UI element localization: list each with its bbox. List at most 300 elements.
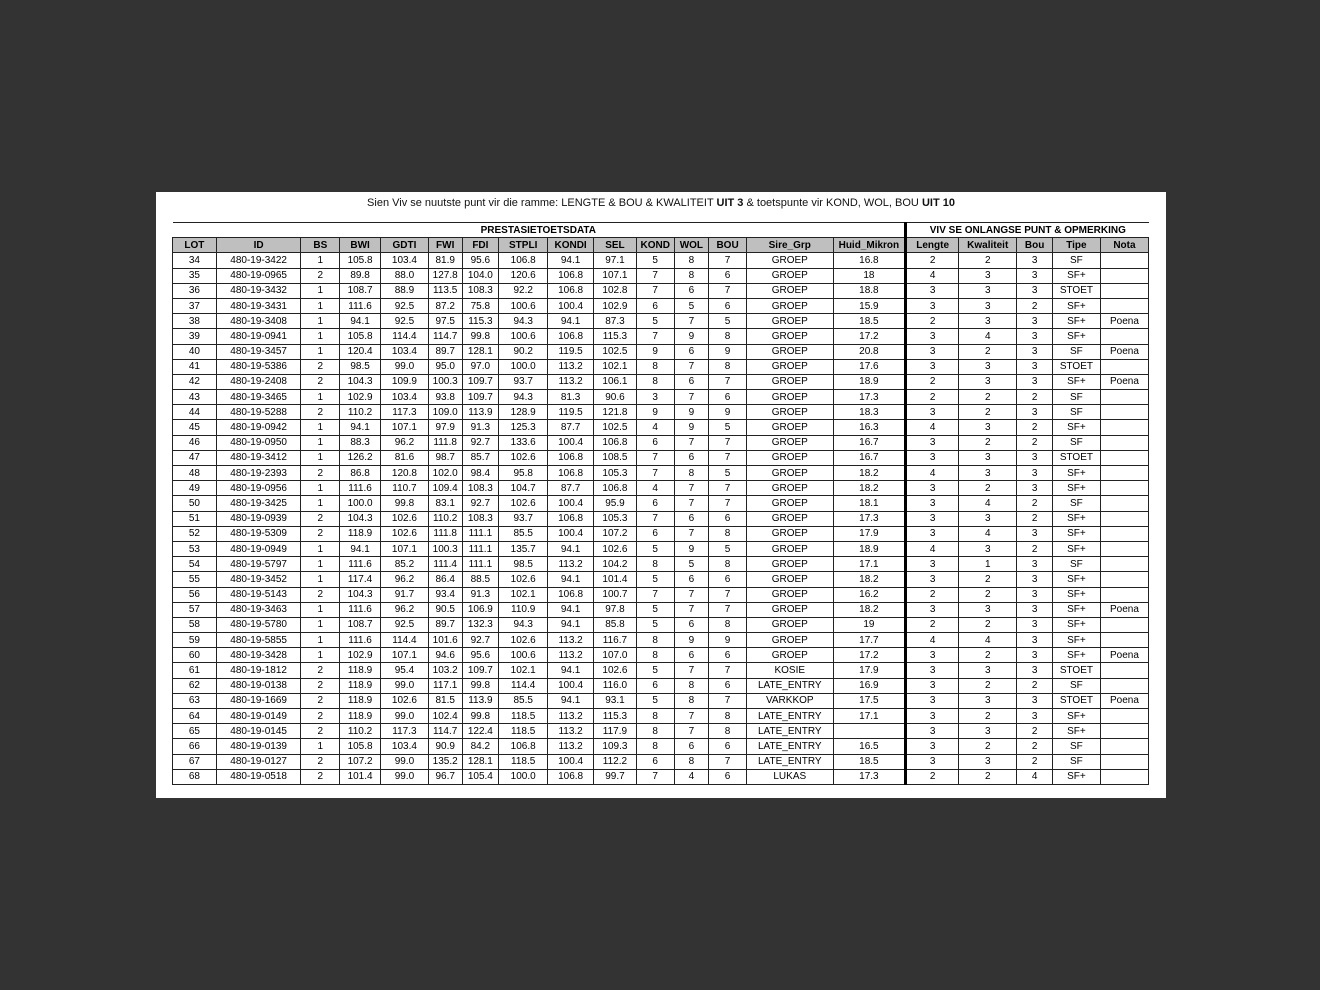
cell-gdti: 99.0 bbox=[380, 678, 428, 693]
cell-huid-mikron: 17.3 bbox=[833, 511, 906, 526]
cell-gdti: 99.0 bbox=[380, 754, 428, 769]
cell-bou: 2 bbox=[1017, 739, 1053, 754]
cell-sire-grp: GROEP bbox=[746, 511, 833, 526]
cell-gdti: 107.1 bbox=[380, 541, 428, 556]
cell-stpli: 100.6 bbox=[499, 648, 548, 663]
cell-stpli: 102.6 bbox=[499, 633, 548, 648]
cell-wol: 6 bbox=[674, 511, 709, 526]
cell-sel: 106.8 bbox=[594, 481, 637, 496]
cell-tipe: SF+ bbox=[1052, 466, 1100, 481]
cell-bou: 3 bbox=[1017, 557, 1053, 572]
cell-stpli: 92.2 bbox=[499, 283, 548, 298]
document-page bbox=[156, 192, 1166, 798]
cell-bs: 1 bbox=[301, 420, 340, 435]
table-row bbox=[173, 511, 1149, 526]
cell-sire-grp: GROEP bbox=[746, 435, 833, 450]
cell-kondi: 106.8 bbox=[548, 283, 594, 298]
cell-lengte: 3 bbox=[906, 405, 959, 420]
cell-kond: 5 bbox=[636, 314, 674, 329]
cell-kwaliteit: 3 bbox=[959, 283, 1017, 298]
cell-bou: 3 bbox=[1017, 374, 1053, 389]
cell-huid-mikron: 18.3 bbox=[833, 405, 906, 420]
cell-fdi: 108.3 bbox=[462, 481, 499, 496]
cell-lot: 35 bbox=[173, 268, 217, 283]
cell-stpli: 106.8 bbox=[499, 739, 548, 754]
cell-wol: 7 bbox=[674, 496, 709, 511]
cell-kwaliteit: 3 bbox=[959, 724, 1017, 739]
cell-lot: 38 bbox=[173, 314, 217, 329]
cell-tipe: SF+ bbox=[1052, 329, 1100, 344]
cell-fwi: 110.2 bbox=[428, 511, 462, 526]
cell-wol: 9 bbox=[674, 541, 709, 556]
cell-kwaliteit: 2 bbox=[959, 709, 1017, 724]
cell-id: 480-19-3465 bbox=[216, 390, 301, 405]
cell-tipe: SF+ bbox=[1052, 602, 1100, 617]
cell-sel: 105.3 bbox=[594, 466, 637, 481]
cell-lot: 36 bbox=[173, 283, 217, 298]
cell-sel: 121.8 bbox=[594, 405, 637, 420]
cell-gdti: 107.1 bbox=[380, 420, 428, 435]
table-row bbox=[173, 450, 1149, 465]
cell-tipe: SF+ bbox=[1052, 298, 1100, 313]
cell-stpli: 94.3 bbox=[499, 390, 548, 405]
cell-lot: 49 bbox=[173, 481, 217, 496]
cell-tipe: SF+ bbox=[1052, 587, 1100, 602]
cell-sire-grp: GROEP bbox=[746, 496, 833, 511]
table-row bbox=[173, 359, 1149, 374]
cell-fdi: 92.7 bbox=[462, 496, 499, 511]
cell-stpli: 100.6 bbox=[499, 329, 548, 344]
cell-tipe: SF bbox=[1052, 739, 1100, 754]
cell-lengte: 3 bbox=[906, 739, 959, 754]
cell-huid-mikron: 18.9 bbox=[833, 541, 906, 556]
cell-lot: 52 bbox=[173, 526, 217, 541]
cell-sire-grp: GROEP bbox=[746, 283, 833, 298]
cell-kondi: 100.4 bbox=[548, 754, 594, 769]
cell-lot: 46 bbox=[173, 435, 217, 450]
cell-lengte: 3 bbox=[906, 678, 959, 693]
cell-gdti: 96.2 bbox=[380, 435, 428, 450]
cell-bwi: 88.3 bbox=[340, 435, 381, 450]
column-header-wol: WOL bbox=[674, 238, 709, 253]
cell-bou: 2 bbox=[1017, 754, 1053, 769]
cell-kond: 8 bbox=[636, 724, 674, 739]
cell-kond: 8 bbox=[636, 557, 674, 572]
cell-bou: 3 bbox=[1017, 481, 1053, 496]
cell-bou: 7 bbox=[709, 496, 747, 511]
cell-stpli: 104.7 bbox=[499, 481, 548, 496]
cell-kwaliteit: 3 bbox=[959, 420, 1017, 435]
cell-bou: 6 bbox=[709, 572, 747, 587]
cell-stpli: 118.5 bbox=[499, 709, 548, 724]
cell-sire-grp: GROEP bbox=[746, 390, 833, 405]
cell-id: 480-19-5780 bbox=[216, 617, 301, 632]
cell-kond: 6 bbox=[636, 298, 674, 313]
cell-bs: 2 bbox=[301, 587, 340, 602]
cell-stpli: 118.5 bbox=[499, 754, 548, 769]
cell-fwi: 93.8 bbox=[428, 390, 462, 405]
cell-fwi: 100.3 bbox=[428, 541, 462, 556]
cell-fdi: 113.9 bbox=[462, 405, 499, 420]
cell-id: 480-19-0939 bbox=[216, 511, 301, 526]
cell-tipe: SF+ bbox=[1052, 314, 1100, 329]
cell-bwi: 107.2 bbox=[340, 754, 381, 769]
cell-kondi: 94.1 bbox=[548, 541, 594, 556]
cell-fdi: 108.3 bbox=[462, 511, 499, 526]
cell-sire-grp: GROEP bbox=[746, 298, 833, 313]
cell-gdti: 117.3 bbox=[380, 724, 428, 739]
cell-bou: 3 bbox=[1017, 344, 1053, 359]
cell-lengte: 4 bbox=[906, 541, 959, 556]
cell-bou: 3 bbox=[1017, 283, 1053, 298]
cell-sire-grp: GROEP bbox=[746, 602, 833, 617]
cell-kondi: 94.1 bbox=[548, 663, 594, 678]
cell-gdti: 91.7 bbox=[380, 587, 428, 602]
cell-tipe: SF+ bbox=[1052, 769, 1100, 784]
cell-bs: 2 bbox=[301, 754, 340, 769]
cell-kondi: 100.4 bbox=[548, 298, 594, 313]
cell-fwi: 87.2 bbox=[428, 298, 462, 313]
column-header-stpli: STPLI bbox=[499, 238, 548, 253]
cell-id: 480-19-5386 bbox=[216, 359, 301, 374]
cell-sire-grp: GROEP bbox=[746, 648, 833, 663]
cell-sire-grp: GROEP bbox=[746, 314, 833, 329]
cell-nota bbox=[1100, 253, 1148, 268]
cell-kwaliteit: 4 bbox=[959, 526, 1017, 541]
cell-tipe: SF bbox=[1052, 253, 1100, 268]
cell-lot: 43 bbox=[173, 390, 217, 405]
cell-kond: 9 bbox=[636, 344, 674, 359]
cell-bwi: 94.1 bbox=[340, 541, 381, 556]
cell-fwi: 90.5 bbox=[428, 602, 462, 617]
cell-nota bbox=[1100, 359, 1148, 374]
cell-fwi: 103.2 bbox=[428, 663, 462, 678]
cell-huid-mikron: 16.5 bbox=[833, 739, 906, 754]
cell-kondi: 94.1 bbox=[548, 572, 594, 587]
cell-lengte: 3 bbox=[906, 481, 959, 496]
cell-wol: 6 bbox=[674, 648, 709, 663]
cell-sel: 101.4 bbox=[594, 572, 637, 587]
cell-kond: 4 bbox=[636, 481, 674, 496]
cell-sel: 106.8 bbox=[594, 435, 637, 450]
cell-wol: 8 bbox=[674, 268, 709, 283]
cell-bwi: 118.9 bbox=[340, 693, 381, 708]
cell-nota bbox=[1100, 481, 1148, 496]
cell-wol: 4 bbox=[674, 769, 709, 784]
cell-kwaliteit: 3 bbox=[959, 754, 1017, 769]
cell-id: 480-19-0950 bbox=[216, 435, 301, 450]
cell-nota bbox=[1100, 587, 1148, 602]
cell-bs: 1 bbox=[301, 344, 340, 359]
cell-fwi: 94.6 bbox=[428, 648, 462, 663]
cell-kwaliteit: 3 bbox=[959, 450, 1017, 465]
cell-wol: 9 bbox=[674, 420, 709, 435]
cell-bwi: 118.9 bbox=[340, 678, 381, 693]
cell-fwi: 93.4 bbox=[428, 587, 462, 602]
cell-nota bbox=[1100, 420, 1148, 435]
cell-fdi: 75.8 bbox=[462, 298, 499, 313]
cell-bwi: 111.6 bbox=[340, 602, 381, 617]
column-header-kondi: KONDI bbox=[548, 238, 594, 253]
column-header-fdi: FDI bbox=[462, 238, 499, 253]
cell-sel: 102.9 bbox=[594, 298, 637, 313]
cell-nota: Poena bbox=[1100, 344, 1148, 359]
cell-kondi: 106.8 bbox=[548, 769, 594, 784]
cell-bou: 2 bbox=[1017, 390, 1053, 405]
cell-huid-mikron: 18.5 bbox=[833, 754, 906, 769]
cell-bou: 3 bbox=[1017, 587, 1053, 602]
cell-fwi: 83.1 bbox=[428, 496, 462, 511]
cell-fwi: 109.4 bbox=[428, 481, 462, 496]
cell-bs: 2 bbox=[301, 769, 340, 784]
cell-id: 480-19-3457 bbox=[216, 344, 301, 359]
cell-bwi: 86.8 bbox=[340, 466, 381, 481]
results-table bbox=[172, 222, 1149, 785]
cell-kondi: 113.2 bbox=[548, 374, 594, 389]
cell-lengte: 3 bbox=[906, 298, 959, 313]
cell-nota bbox=[1100, 572, 1148, 587]
cell-kondi: 106.8 bbox=[548, 587, 594, 602]
cell-bs: 1 bbox=[301, 557, 340, 572]
cell-id: 480-19-0138 bbox=[216, 678, 301, 693]
cell-tipe: STOET bbox=[1052, 283, 1100, 298]
cell-sel: 102.6 bbox=[594, 541, 637, 556]
cell-bwi: 118.9 bbox=[340, 663, 381, 678]
cell-id: 480-19-3422 bbox=[216, 253, 301, 268]
cell-lengte: 4 bbox=[906, 466, 959, 481]
cell-bou: 7 bbox=[709, 283, 747, 298]
cell-sire-grp: GROEP bbox=[746, 329, 833, 344]
cell-lot: 58 bbox=[173, 617, 217, 632]
table-row bbox=[173, 541, 1149, 556]
cell-wol: 8 bbox=[674, 466, 709, 481]
cell-huid-mikron: 15.9 bbox=[833, 298, 906, 313]
cell-sire-grp: GROEP bbox=[746, 253, 833, 268]
cell-kwaliteit: 2 bbox=[959, 617, 1017, 632]
cell-lot: 66 bbox=[173, 739, 217, 754]
cell-kwaliteit: 3 bbox=[959, 602, 1017, 617]
cell-huid-mikron: 16.8 bbox=[833, 253, 906, 268]
cell-gdti: 120.8 bbox=[380, 466, 428, 481]
cell-sire-grp: GROEP bbox=[746, 617, 833, 632]
cell-sire-grp: LATE_ENTRY bbox=[746, 724, 833, 739]
cell-tipe: SF bbox=[1052, 557, 1100, 572]
cell-gdti: 99.0 bbox=[380, 709, 428, 724]
cell-kondi: 100.4 bbox=[548, 526, 594, 541]
cell-fdi: 111.1 bbox=[462, 557, 499, 572]
cell-huid-mikron: 17.1 bbox=[833, 557, 906, 572]
cell-fdi: 95.6 bbox=[462, 648, 499, 663]
cell-bou: 7 bbox=[709, 450, 747, 465]
cell-sire-grp: LATE_ENTRY bbox=[746, 739, 833, 754]
cell-bs: 1 bbox=[301, 541, 340, 556]
cell-lot: 53 bbox=[173, 541, 217, 556]
cell-wol: 7 bbox=[674, 435, 709, 450]
cell-bwi: 111.6 bbox=[340, 633, 381, 648]
cell-bs: 2 bbox=[301, 268, 340, 283]
cell-fwi: 135.2 bbox=[428, 754, 462, 769]
cell-sel: 107.1 bbox=[594, 268, 637, 283]
cell-kwaliteit: 2 bbox=[959, 344, 1017, 359]
cell-gdti: 110.7 bbox=[380, 481, 428, 496]
cell-bou: 8 bbox=[709, 359, 747, 374]
cell-fwi: 113.5 bbox=[428, 283, 462, 298]
cell-kond: 6 bbox=[636, 526, 674, 541]
table-row bbox=[173, 344, 1149, 359]
cell-lengte: 3 bbox=[906, 283, 959, 298]
cell-sel: 107.0 bbox=[594, 648, 637, 663]
cell-kond: 8 bbox=[636, 648, 674, 663]
cell-stpli: 114.4 bbox=[499, 678, 548, 693]
cell-kondi: 113.2 bbox=[548, 648, 594, 663]
column-header-gdti: GDTI bbox=[380, 238, 428, 253]
cell-nota bbox=[1100, 511, 1148, 526]
caption-text-2: & toetspunte vir KOND, WOL, BOU bbox=[743, 197, 922, 209]
cell-kond: 7 bbox=[636, 329, 674, 344]
cell-sire-grp: KOSIE bbox=[746, 663, 833, 678]
cell-gdti: 96.2 bbox=[380, 572, 428, 587]
cell-kond: 8 bbox=[636, 359, 674, 374]
cell-gdti: 103.4 bbox=[380, 253, 428, 268]
cell-bou: 6 bbox=[709, 739, 747, 754]
cell-gdti: 114.4 bbox=[380, 329, 428, 344]
cell-gdti: 103.4 bbox=[380, 344, 428, 359]
cell-bwi: 94.1 bbox=[340, 420, 381, 435]
cell-bwi: 108.7 bbox=[340, 617, 381, 632]
cell-sire-grp: LUKAS bbox=[746, 769, 833, 784]
table-row bbox=[173, 298, 1149, 313]
caption-bold-1: UIT 3 bbox=[716, 197, 744, 209]
cell-wol: 8 bbox=[674, 253, 709, 268]
cell-bou: 7 bbox=[709, 253, 747, 268]
cell-kondi: 113.2 bbox=[548, 557, 594, 572]
cell-wol: 9 bbox=[674, 329, 709, 344]
cell-bou: 3 bbox=[1017, 602, 1053, 617]
cell-tipe: SF+ bbox=[1052, 541, 1100, 556]
column-header-lengte: Lengte bbox=[906, 238, 959, 253]
cell-sel: 85.8 bbox=[594, 617, 637, 632]
cell-lengte: 4 bbox=[906, 268, 959, 283]
cell-bou: 7 bbox=[709, 481, 747, 496]
cell-id: 480-19-3408 bbox=[216, 314, 301, 329]
cell-gdti: 102.6 bbox=[380, 526, 428, 541]
cell-id: 480-19-0942 bbox=[216, 420, 301, 435]
table-row bbox=[173, 283, 1149, 298]
cell-bou: 5 bbox=[709, 541, 747, 556]
cell-wol: 9 bbox=[674, 633, 709, 648]
column-header-huid-mikron: Huid_Mikron bbox=[833, 238, 906, 253]
cell-nota bbox=[1100, 678, 1148, 693]
cell-bwi: 118.9 bbox=[340, 526, 381, 541]
cell-lot: 65 bbox=[173, 724, 217, 739]
cell-bou: 6 bbox=[709, 268, 747, 283]
table-row bbox=[173, 602, 1149, 617]
cell-sel: 95.9 bbox=[594, 496, 637, 511]
cell-bs: 1 bbox=[301, 450, 340, 465]
cell-stpli: 102.6 bbox=[499, 496, 548, 511]
cell-fdi: 128.1 bbox=[462, 754, 499, 769]
cell-kwaliteit: 4 bbox=[959, 633, 1017, 648]
cell-lengte: 4 bbox=[906, 420, 959, 435]
cell-sel: 102.5 bbox=[594, 344, 637, 359]
cell-stpli: 128.9 bbox=[499, 405, 548, 420]
cell-id: 480-19-2408 bbox=[216, 374, 301, 389]
cell-lot: 54 bbox=[173, 557, 217, 572]
table-row bbox=[173, 693, 1149, 708]
cell-bou: 7 bbox=[709, 663, 747, 678]
cell-huid-mikron: 17.5 bbox=[833, 693, 906, 708]
cell-lot: 47 bbox=[173, 450, 217, 465]
cell-fwi: 114.7 bbox=[428, 724, 462, 739]
cell-lot: 59 bbox=[173, 633, 217, 648]
table-row bbox=[173, 496, 1149, 511]
cell-stpli: 90.2 bbox=[499, 344, 548, 359]
cell-kondi: 113.2 bbox=[548, 633, 594, 648]
cell-id: 480-19-2393 bbox=[216, 466, 301, 481]
cell-bwi: 120.4 bbox=[340, 344, 381, 359]
cell-fdi: 128.1 bbox=[462, 344, 499, 359]
cell-kond: 5 bbox=[636, 602, 674, 617]
cell-bwi: 98.5 bbox=[340, 359, 381, 374]
cell-id: 480-19-5288 bbox=[216, 405, 301, 420]
cell-kwaliteit: 2 bbox=[959, 769, 1017, 784]
cell-bwi: 102.9 bbox=[340, 390, 381, 405]
cell-fwi: 98.7 bbox=[428, 450, 462, 465]
cell-fdi: 95.6 bbox=[462, 253, 499, 268]
cell-bou: 8 bbox=[709, 709, 747, 724]
cell-stpli: 106.8 bbox=[499, 253, 548, 268]
cell-sire-grp: GROEP bbox=[746, 633, 833, 648]
cell-id: 480-19-0127 bbox=[216, 754, 301, 769]
cell-wol: 5 bbox=[674, 298, 709, 313]
cell-gdti: 103.4 bbox=[380, 390, 428, 405]
cell-kondi: 100.4 bbox=[548, 435, 594, 450]
cell-id: 480-19-0949 bbox=[216, 541, 301, 556]
table-row bbox=[173, 739, 1149, 754]
cell-huid-mikron: 16.7 bbox=[833, 435, 906, 450]
cell-stpli: 102.1 bbox=[499, 587, 548, 602]
cell-nota bbox=[1100, 450, 1148, 465]
cell-lot: 56 bbox=[173, 587, 217, 602]
cell-bou: 2 bbox=[1017, 420, 1053, 435]
cell-gdti: 107.1 bbox=[380, 648, 428, 663]
cell-lot: 34 bbox=[173, 253, 217, 268]
cell-kond: 7 bbox=[636, 283, 674, 298]
cell-kwaliteit: 2 bbox=[959, 572, 1017, 587]
cell-bou: 3 bbox=[1017, 314, 1053, 329]
cell-fwi: 102.4 bbox=[428, 709, 462, 724]
cell-lengte: 3 bbox=[906, 359, 959, 374]
cell-kond: 7 bbox=[636, 587, 674, 602]
cell-fwi: 114.7 bbox=[428, 329, 462, 344]
cell-bwi: 89.8 bbox=[340, 268, 381, 283]
cell-kwaliteit: 3 bbox=[959, 541, 1017, 556]
cell-bou: 7 bbox=[709, 435, 747, 450]
cell-tipe: SF bbox=[1052, 344, 1100, 359]
cell-kond: 4 bbox=[636, 420, 674, 435]
table-row bbox=[173, 466, 1149, 481]
cell-wol: 7 bbox=[674, 709, 709, 724]
cell-id: 480-19-1669 bbox=[216, 693, 301, 708]
cell-kwaliteit: 3 bbox=[959, 693, 1017, 708]
cell-bou: 9 bbox=[709, 633, 747, 648]
cell-sire-grp: LATE_ENTRY bbox=[746, 678, 833, 693]
cell-sel: 100.7 bbox=[594, 587, 637, 602]
cell-fdi: 111.1 bbox=[462, 541, 499, 556]
cell-fwi: 117.1 bbox=[428, 678, 462, 693]
cell-sel: 109.3 bbox=[594, 739, 637, 754]
cell-gdti: 96.2 bbox=[380, 602, 428, 617]
